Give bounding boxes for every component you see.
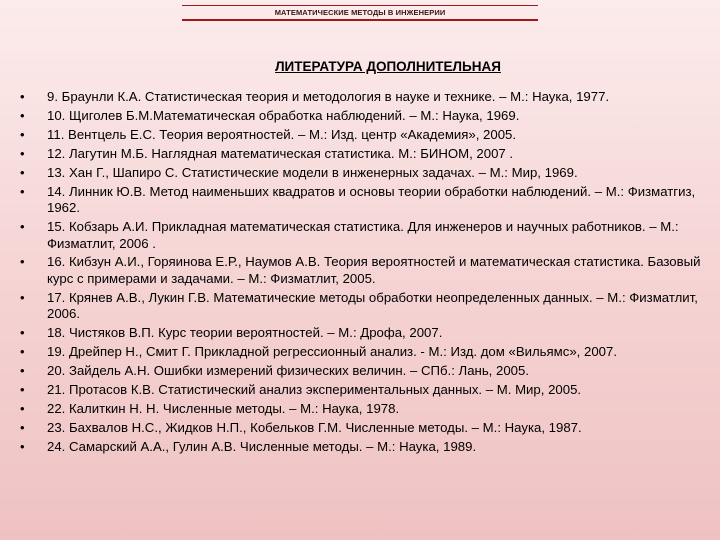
reference-text: 18. Чистяков В.П. Курс теории вероятностей. – М.: Дрофа, 2007.: [47, 325, 443, 341]
bullet-icon: •: [20, 363, 25, 379]
reference-list: [18, 89, 708, 458]
reference-text: 20. Зайдель А.Н. Ошибки измерений физических величин. – СПб.: Лань, 2005.: [47, 363, 530, 379]
header-title: МАТЕМАТИЧЕСКИЕ МЕТОДЫ В ИНЖЕНЕРИИ: [274, 8, 446, 17]
bullet-icon: •: [20, 183, 25, 199]
reference-text: 24. Самарский А.А., Гулин А.В. Численные методы. – М.: Наука, 1989.: [47, 438, 477, 454]
reference-item: [18, 127, 708, 143]
reference-item: [18, 439, 708, 455]
bullet-icon: •: [20, 325, 25, 341]
reference-text: 16. Кибзун А.И., Горяинова Е.Р., Наумов А.В. Теория вероятностей и математическая статистика. Базовый курс с примерами и задачами. – М.: Физматлит, 2005.: [47, 254, 701, 286]
bullet-icon: •: [20, 419, 25, 435]
bullet-icon: •: [20, 145, 25, 161]
bullet-icon: •: [20, 107, 25, 123]
reference-item: [18, 363, 708, 379]
reference-item: [18, 184, 708, 217]
reference-item: [18, 401, 708, 417]
reference-item: [18, 219, 708, 252]
reference-text: 19. Дрейпер Н., Смит Г. Прикладной регрессионный анализ. - М.: Изд. дом «Вильямс», 2007.: [47, 344, 618, 360]
reference-text: 9. Браунли К.А. Статистическая теория и методология в науке и технике. – М.: Наука, 1977.: [47, 89, 610, 104]
bullet-icon: •: [20, 438, 25, 454]
reference-item: [18, 344, 708, 360]
bullet-icon: •: [20, 401, 25, 417]
reference-text: 13. Хан Г., Шапиро С. Статистические модели в инженерных задачах. – М.: Мир, 1969.: [47, 164, 578, 180]
reference-text: 21. Протасов К.В. Статистический анализ экспериментальных данных. – М. Мир, 2005.: [47, 382, 582, 398]
bullet-icon: •: [20, 164, 25, 180]
header-rule-top: [182, 5, 538, 6]
reference-text: 10. Щиголев Б.М.Математическая обработка наблюдений. – М.: Наука, 1969.: [47, 107, 520, 123]
reference-item: [18, 89, 708, 105]
reference-text: 17. Крянев А.В., Лукин Г.В. Математические методы обработки неопределенных данных. – М.: Физматлит, 2006.: [47, 289, 698, 322]
slide-header: [0, 0, 720, 26]
reference-item: [18, 420, 708, 436]
reference-text: 15. Кобзарь А.И. Прикладная математическая статистика. Для инженеров и научных работников. – М.: Физматлит, 2006 .: [47, 219, 679, 251]
reference-item: [18, 108, 708, 124]
bullet-icon: •: [20, 382, 25, 398]
bullet-icon: •: [20, 89, 25, 104]
reference-item: [18, 325, 708, 341]
reference-item: [18, 254, 708, 287]
reference-text: 22. Калиткин Н. Н. Численные методы. – М.: Наука, 1978.: [47, 401, 400, 417]
bullet-icon: •: [20, 126, 25, 142]
reference-item: [18, 290, 708, 323]
bullet-icon: •: [20, 254, 25, 270]
section-heading: ЛИТЕРАТУРА ДОПОЛНИТЕЛЬНАЯ: [275, 59, 501, 74]
bullet-icon: •: [20, 219, 25, 235]
bullet-icon: •: [20, 344, 25, 360]
reference-text: 12. Лагутин М.Б. Наглядная математическая статистика. М.: БИНОМ, 2007 .: [47, 145, 514, 161]
reference-item: [18, 146, 708, 162]
reference-item: [18, 382, 708, 398]
header-rule-bottom: [182, 19, 538, 21]
reference-text: 23. Бахвалов Н.С., Жидков Н.П., Кобельков Г.М. Численные методы. – М.: Наука, 1987.: [47, 419, 582, 435]
reference-text: 14. Линник Ю.В. Метод наименьших квадратов и основы теории обработки наблюдений. – М.: Физматгиз, 1962.: [47, 183, 696, 216]
bullet-icon: •: [20, 289, 25, 305]
reference-item: [18, 165, 708, 181]
reference-text: 11. Вентцель Е.С. Теория вероятностей. – М.: Изд. центр «Академия», 2005.: [47, 126, 517, 142]
